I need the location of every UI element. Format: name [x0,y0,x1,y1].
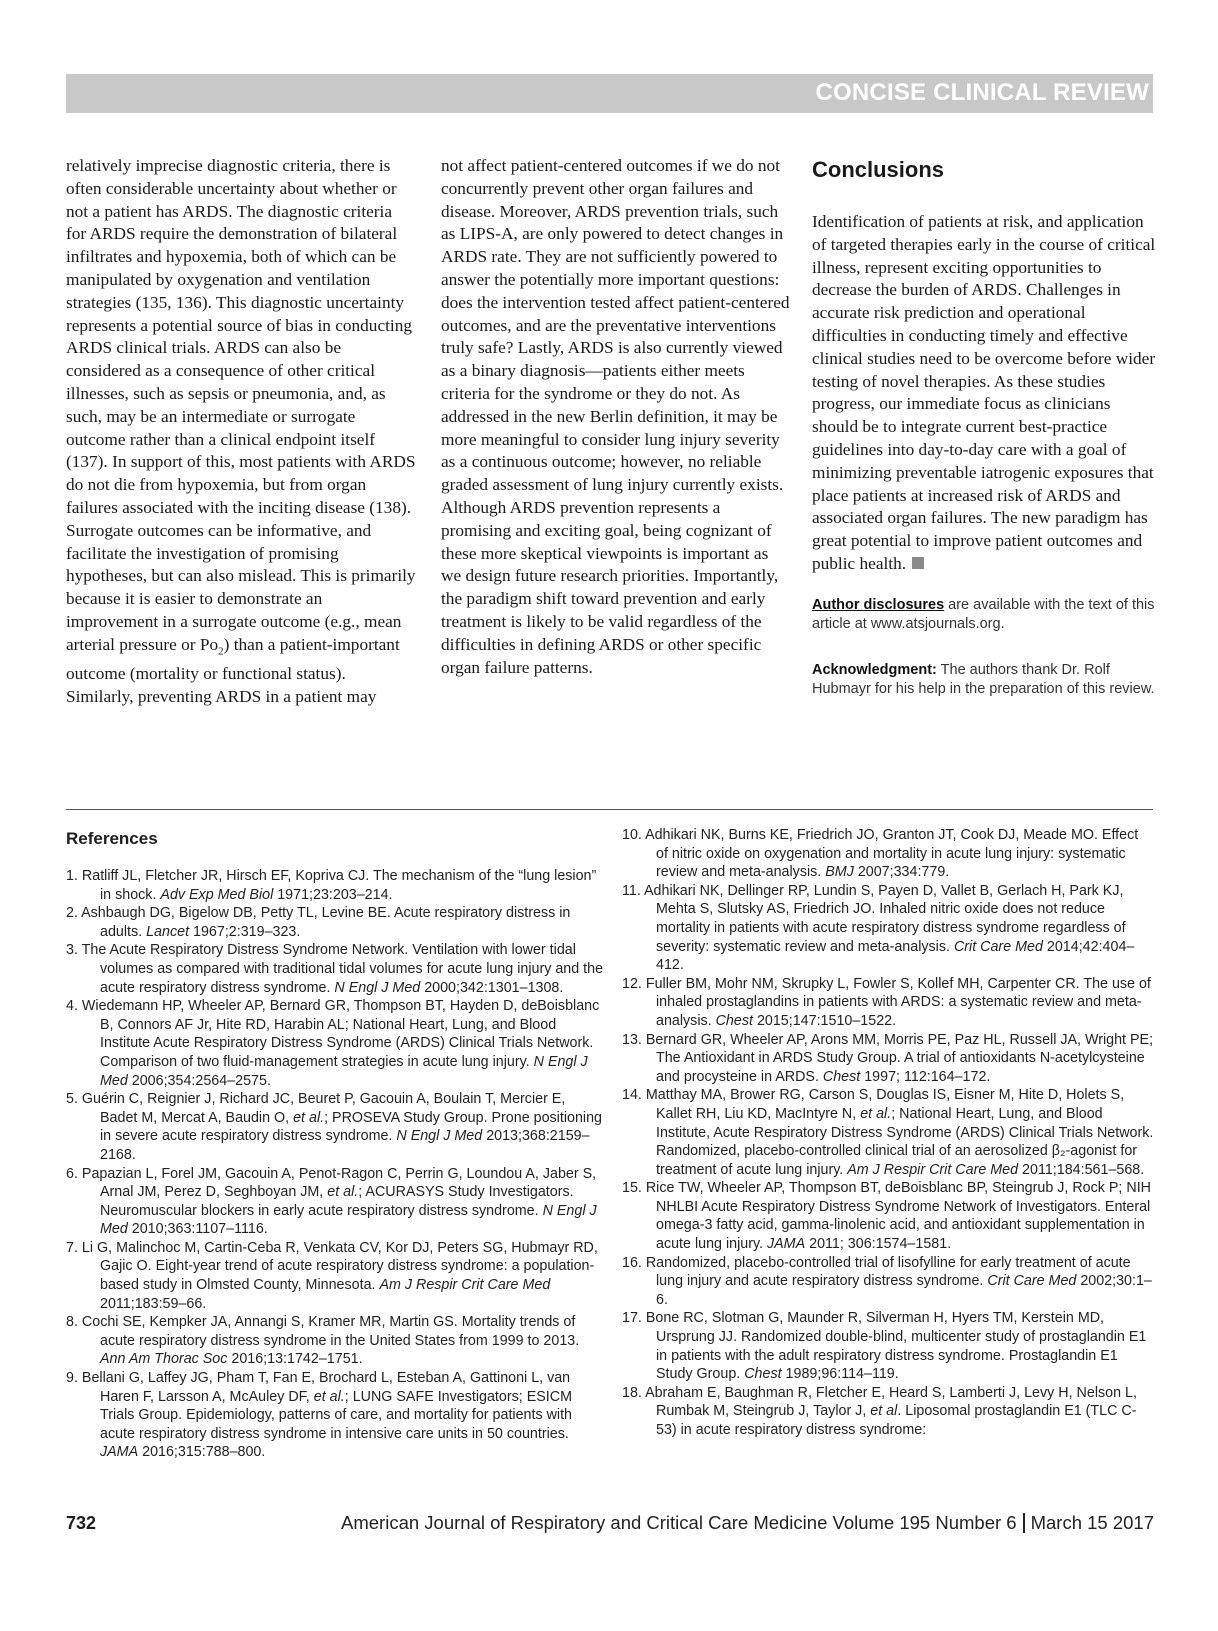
body-column-1 [66,155,416,709]
reference-item: 15. Rice TW, Wheeler AP, Thompson BT, deBoisblanc BP, Steingrub J, Rock P; NIH NHLBI Acute Respiratory Distress Syndrome Network of Investigators. Enteral omega-3 fatty acid, gamma-linolenic acid, and antioxidant supplementation in acute lung injury. JAMA 2011; 306:1574–1581. [622,1180,1151,1253]
acknowledgment-label: Acknowledgment: [812,661,937,678]
reference-item: 1. Ratliff JL, Fletcher JR, Hirsch EF, Kopriva CJ. The mechanism of the “lung lesion” in shock. Adv Exp Med Biol 1971;23:203–214. [66,868,597,903]
reference-item: 5. Guérin C, Reignier J, Richard JC, Beuret P, Gacouin A, Boulain T, Mercier E, Badet M, Mercat A, Baudin O, et al.; PROSEVA Study Group. Prone positioning in severe acute respiratory distress syndrome. N Engl J Med 2013;368:2159–2168. [66,1091,602,1163]
reference-item: 7. Li G, Malinchoc M, Cartin-Ceba R, Venkata CV, Kor DJ, Peters SG, Hubmayr RD, Gajic O. Eight-year trend of acute respiratory distress syndrome: a population-based study in Olmsted County, Minnesota. Am J Respir Crit Care Med 2011;183:59–66. [66,1239,598,1312]
section-label: CONCISE CLINICAL REVIEW [815,79,1149,106]
section-header-bar [66,74,1153,113]
conclusions-column [812,155,1157,699]
body-text-end: ) than a patient-important outcome (mortality or functional status). Similarly, preventing ARDS in a patient may [66,634,400,706]
reference-item: 17. Bone RC, Slotman G, Maunder R, Silverman H, Hyers TM, Kerstein MD, Ursprung JJ. Randomized double-blind, multicenter study of prostaglandin E1 in patients with the adult respiratory distress syndrome. Prostaglandin E1 Study Group. Chest 1989;96:114–119. [622,1310,1147,1383]
references-list-right [622,826,1154,1440]
reference-item: 10. Adhikari NK, Burns KE, Friedrich JO, Granton JT, Cook DJ, Meade MO. Effect of nitric oxide on oxygenation and mortality in acute lung injury: systematic review and meta-analysis. BMJ 2007;334:779. [622,827,1139,881]
page-number: 732 [66,1513,97,1533]
reference-item: 12. Fuller BM, Mohr NM, Skrupky L, Fowler S, Kollef MH, Carpenter CR. The use of inhaled prostaglandins in patients with ARDS: a systematic review and meta-analysis. Chest 2015;147:1510–1522. [622,975,1151,1029]
author-disclosures-note: Author disclosures are available with the text of this article at www.atsjournals.org. [812,596,1155,632]
conclusions-text: Identification of patients at risk, and application of targeted therapies early in the course of critical illness, represent exciting opportunities to decrease the burden of ARDS. Challenges in accurate risk prediction and operational difficulties in conducting timely and effective clinical studies need to be overcome before wider testing of novel therapies. As these studies progress, our immediate focus as clinicians should be to integrate current best-practice guidelines into day-to-day care with a goal of minimizing preventable iatrogenic exposures that place patients at increased risk of ARDS and associated organ failures. The new paradigm has great potential to improve patient outcomes and public health. [812,212,1156,573]
po2-term: $Po_2$ [199,634,224,658]
body-paragraph [66,155,416,709]
reference-item: 2. Ashbaugh DG, Bigelow DB, Petty TL, Levine BE. Acute respiratory distress in adults. Lancet 1967;2:319–323. [66,905,571,940]
section-divider [66,809,1153,810]
reference-item: 4. Wiedemann HP, Wheeler AP, Bernard GR, Thompson BT, Hayden D, deBoisblanc B, Connors AF Jr, Hite RD, Harabin AL; National Heart, Lung, and Blood Institute Acute Respiratory Distress Syndrome (ARDS) Clinical Trials Network. Comparison of two fluid-management strategies in acute lung injury. N Engl J Med 2006;354:2564–2575. [66,998,600,1089]
reference-item: 8. Cochi SE, Kempker JA, Annangi S, Kramer MR, Martin GS. Mortality trends of acute respiratory distress syndrome in the United States from 1999 to 2013. Ann Am Thorac Soc 2016;13:1742–1751. [66,1314,580,1368]
footer-divider [1023,1513,1025,1533]
conclusions-heading: Conclusions [812,157,945,182]
references-heading: References [66,829,158,848]
author-disclosures-link[interactable]: Author disclosures [812,596,945,613]
references-list-left [66,867,606,1462]
body-paragraph: not affect patient-centered outcomes if we do not concurrently prevent other organ failures and disease. Moreover, ARDS prevention trials, such as LIPS-A, are only powered to detect changes in ARDS rate. They are not sufficiently powered to answer the potentially more important questions: does the intervention tested affect patient-centered outcomes, and are the preventative interventions truly safe? Lastly, ARDS is also currently viewed as a binary diagnosis—patients either meets criteria for the syndrome or they do not. As addressed in the new Berlin definition, it may be more meaningful to consider lung injury severity as a continuous outcome; however, no reliable graded assessment of lung injury currently exists. Although ARDS prevention represents a promising and exciting goal, being cognizant of these more skeptical viewpoints is important as we design future research priorities. Importantly, the paradigm shift toward prevention and early treatment is likely to be valid regardless of the difficulties in defining ARDS or other specific organ failure patterns. [441,156,790,677]
reference-item: 18. Abraham E, Baughman R, Fletcher E, Heard S, Lamberti J, Levy H, Nelson L, Rumbak M, Steingrub J, Taylor J, et al. Liposomal prostaglandin E1 (TLC C-53) in acute respiratory distress syndrome: [622,1384,1137,1438]
journal-footer [341,1512,1154,1534]
reference-item: 13. Bernard GR, Wheeler AP, Arons MM, Morris PE, Paz HL, Russell JA, Wright PE; The Antioxidant in ARDS Study Group. A trial of antioxidants N-acetylcysteine and procysteine in ARDS. Chest 1997; 112:164–172. [622,1031,1154,1085]
reference-item: 9. Bellani G, Laffey JG, Pham T, Fan E, Brochard L, Esteban A, Gattinoni L, van Haren F, Larsson A, McAuley DF, et al.; LUNG SAFE Investigators; ESICM Trials Group. Epidemiology, patterns of care, and mortality for patients with acute respiratory distress syndrome in intensive care units in 50 countries. JAMA 2016;315:788–800. [66,1370,573,1461]
body-text: relatively imprecise diagnostic criteria, there is often considerable uncertainty about whether or not a patient has ARDS. The diagnostic criteria for ARDS require the demonstration of bilateral infiltrates and hypoxemia, both of which can be manipulated by oxygenation and ventilation strategies (135, 136). This diagnostic uncertainty represents a potential source of bias in conducting ARDS clinical trials. ARDS can also be considered as a consequence of other critical illnesses, such as sepsis or pneumonia, and, as such, may be an intermediate or surrogate outcome rather than a clinical endpoint itself (137). In support of this, most patients with ARDS do not die from hypoxemia, but from organ failures associated with the inciting disease (138). Surrogate outcomes can be informative, and facilitate the investigation of promising hypotheses, but can also mislead. This is primarily because it is easier to demonstrate an improvement in a surrogate outcome (e.g., mean arterial pressure or [66,156,416,654]
reference-item: 11. Adhikari NK, Dellinger RP, Lundin S, Payen D, Vallet B, Gerlach H, Park KJ, Mehta S, Slutsky AS, Friedrich JO. Inhaled nitric oxide does not reduce mortality in patients with acute respiratory distress syndrome regardless of severity: systematic review and meta-analysis. Crit Care Med 2014;42:404–412. [622,882,1135,974]
reference-item: 16. Randomized, placebo-controlled trial of lisofylline for early treatment of acute lung injury and acute respiratory distress syndrome. Crit Care Med 2002;30:1–6. [622,1254,1152,1308]
issue-date: March 15 2017 [1030,1512,1154,1533]
body-column-2 [441,155,791,679]
reference-item: 3. The Acute Respiratory Distress Syndrome Network. Ventilation with lower tidal volumes as compared with traditional tidal volumes for acute lung injury and the acute respiratory distress syndrome. N Engl J Med 2000;342:1301–1308. [66,942,604,996]
acknowledgment-note: Acknowledgment: The authors thank Dr. Rolf Hubmayr for his help in the preparation of this review. [812,661,1155,697]
journal-name: American Journal of Respiratory and Critical Care Medicine Volume 195 Number 6 [341,1512,1017,1533]
end-of-article-mark [912,557,924,569]
reference-item: 6. Papazian L, Forel JM, Gacouin A, Penot-Ragon C, Perrin G, Loundou A, Jaber S, Arnal JM, Perez D, Seghboyan JM, et al.; ACURASYS Study Investigators. Neuromuscular blockers in early acute respiratory distress syndrome. N Engl J Med 2010;363:1107–1116. [66,1165,597,1238]
reference-item: 14. Matthay MA, Brower RG, Carson S, Douglas IS, Eisner M, Hite D, Holets S, Kallet RH, Liu KD, MacIntyre N, et al.; National Heart, Lung, and Blood Institute, Acute Respiratory Distress Syndrome (ARDS) Clinical Trials Network. Randomized, placebo-controlled clinical trial of an aerosolized β₂-agonist for treatment of acute lung injury. Am J Respir Crit Care Med 2011;184:561–568. [622,1087,1154,1178]
